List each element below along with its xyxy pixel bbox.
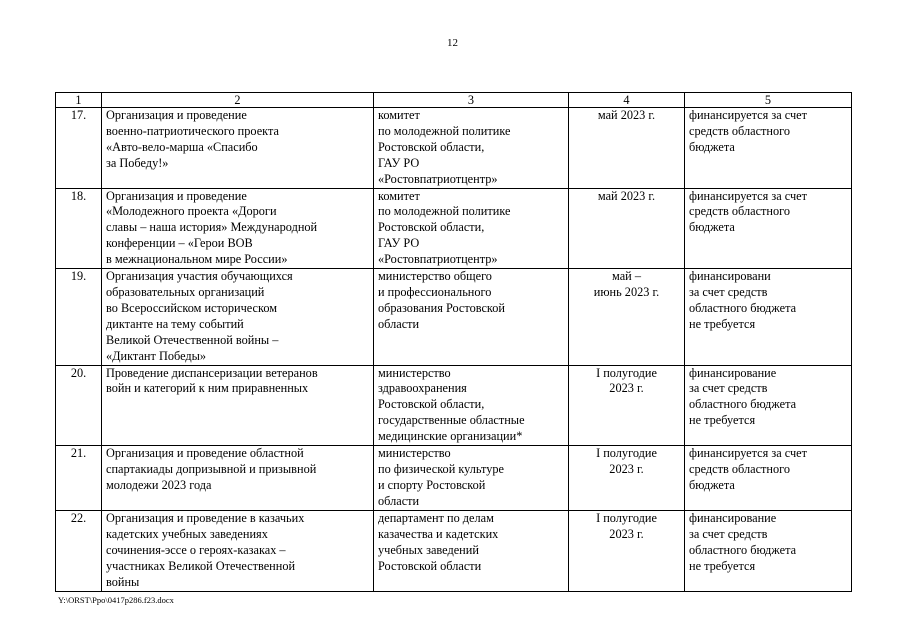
funding-source: финансирование за счет средств областного бюджета не требуется: [685, 365, 852, 446]
funding-source: финансировани за счет средств областного бюджета не требуется: [685, 269, 852, 365]
row-number: 18.: [56, 188, 102, 269]
table-row: [56, 108, 852, 189]
event-name: Организация участия обучающихся образовательных организаций во Всероссийском историческом диктанте на тему событий Великой Отечественной войны – «Диктант Победы»: [102, 269, 374, 365]
row-number: 22.: [56, 511, 102, 592]
funding-source: финансирование за счет средств областного бюджета не требуется: [685, 511, 852, 592]
row-number: 17.: [56, 108, 102, 189]
table-row: [56, 188, 852, 269]
event-name: Проведение диспансеризации ветеранов войн и категорий к ним приравненных: [102, 365, 374, 446]
row-number: 19.: [56, 269, 102, 365]
table-row: [56, 511, 852, 592]
event-date: май 2023 г.: [569, 108, 685, 189]
event-name: Организация и проведение в казачьих кадетских учебных заведениях сочинения-эссе о героях-казаках – участниках Великой Отечественной войны: [102, 511, 374, 592]
table-header-row: [56, 93, 852, 108]
row-number: 21.: [56, 446, 102, 511]
column-header: 1: [56, 93, 102, 108]
event-date: май 2023 г.: [569, 188, 685, 269]
document-file-path: Y:\ORST\Ppo\0417p286.f23.docx: [58, 595, 174, 605]
event-date: I полугодие 2023 г.: [569, 446, 685, 511]
funding-source: финансируется за счет средств областного бюджета: [685, 446, 852, 511]
event-date: I полугодие 2023 г.: [569, 365, 685, 446]
responsible-org: комитет по молодежной политике Ростовской области, ГАУ РО «Ростовпатриотцентр»: [374, 188, 569, 269]
event-name: Организация и проведение областной спартакиады допризывной и призывной молодежи 2023 года: [102, 446, 374, 511]
responsible-org: департамент по делам казачества и кадетских учебных заведений Ростовской области: [374, 511, 569, 592]
responsible-org: министерство здравоохранения Ростовской области, государственные областные медицинские организации*: [374, 365, 569, 446]
event-date: I полугодие 2023 г.: [569, 511, 685, 592]
row-number: 20.: [56, 365, 102, 446]
responsible-org: министерство по физической культуре и спорту Ростовской области: [374, 446, 569, 511]
table-row: [56, 269, 852, 365]
page-number: 12: [447, 37, 458, 49]
event-name: Организация и проведение военно-патриотического проекта «Авто-вело-марша «Спасибо за Победу!»: [102, 108, 374, 189]
column-header: 2: [102, 93, 374, 108]
table-row: [56, 446, 852, 511]
column-header: 4: [569, 93, 685, 108]
table-row: [56, 365, 852, 446]
column-header: 5: [685, 93, 852, 108]
responsible-org: комитет по молодежной политике Ростовской области, ГАУ РО «Ростовпатриотцентр»: [374, 108, 569, 189]
responsible-org: министерство общего и профессионального образования Ростовской области: [374, 269, 569, 365]
funding-source: финансируется за счет средств областного бюджета: [685, 188, 852, 269]
event-name: Организация и проведение «Молодежного проекта «Дороги славы – наша история» Международной конференции – «Герои ВОВ в межнациональном мире России»: [102, 188, 374, 269]
event-date: май – июнь 2023 г.: [569, 269, 685, 365]
events-table: [55, 92, 852, 592]
column-header: 3: [374, 93, 569, 108]
funding-source: финансируется за счет средств областного бюджета: [685, 108, 852, 189]
